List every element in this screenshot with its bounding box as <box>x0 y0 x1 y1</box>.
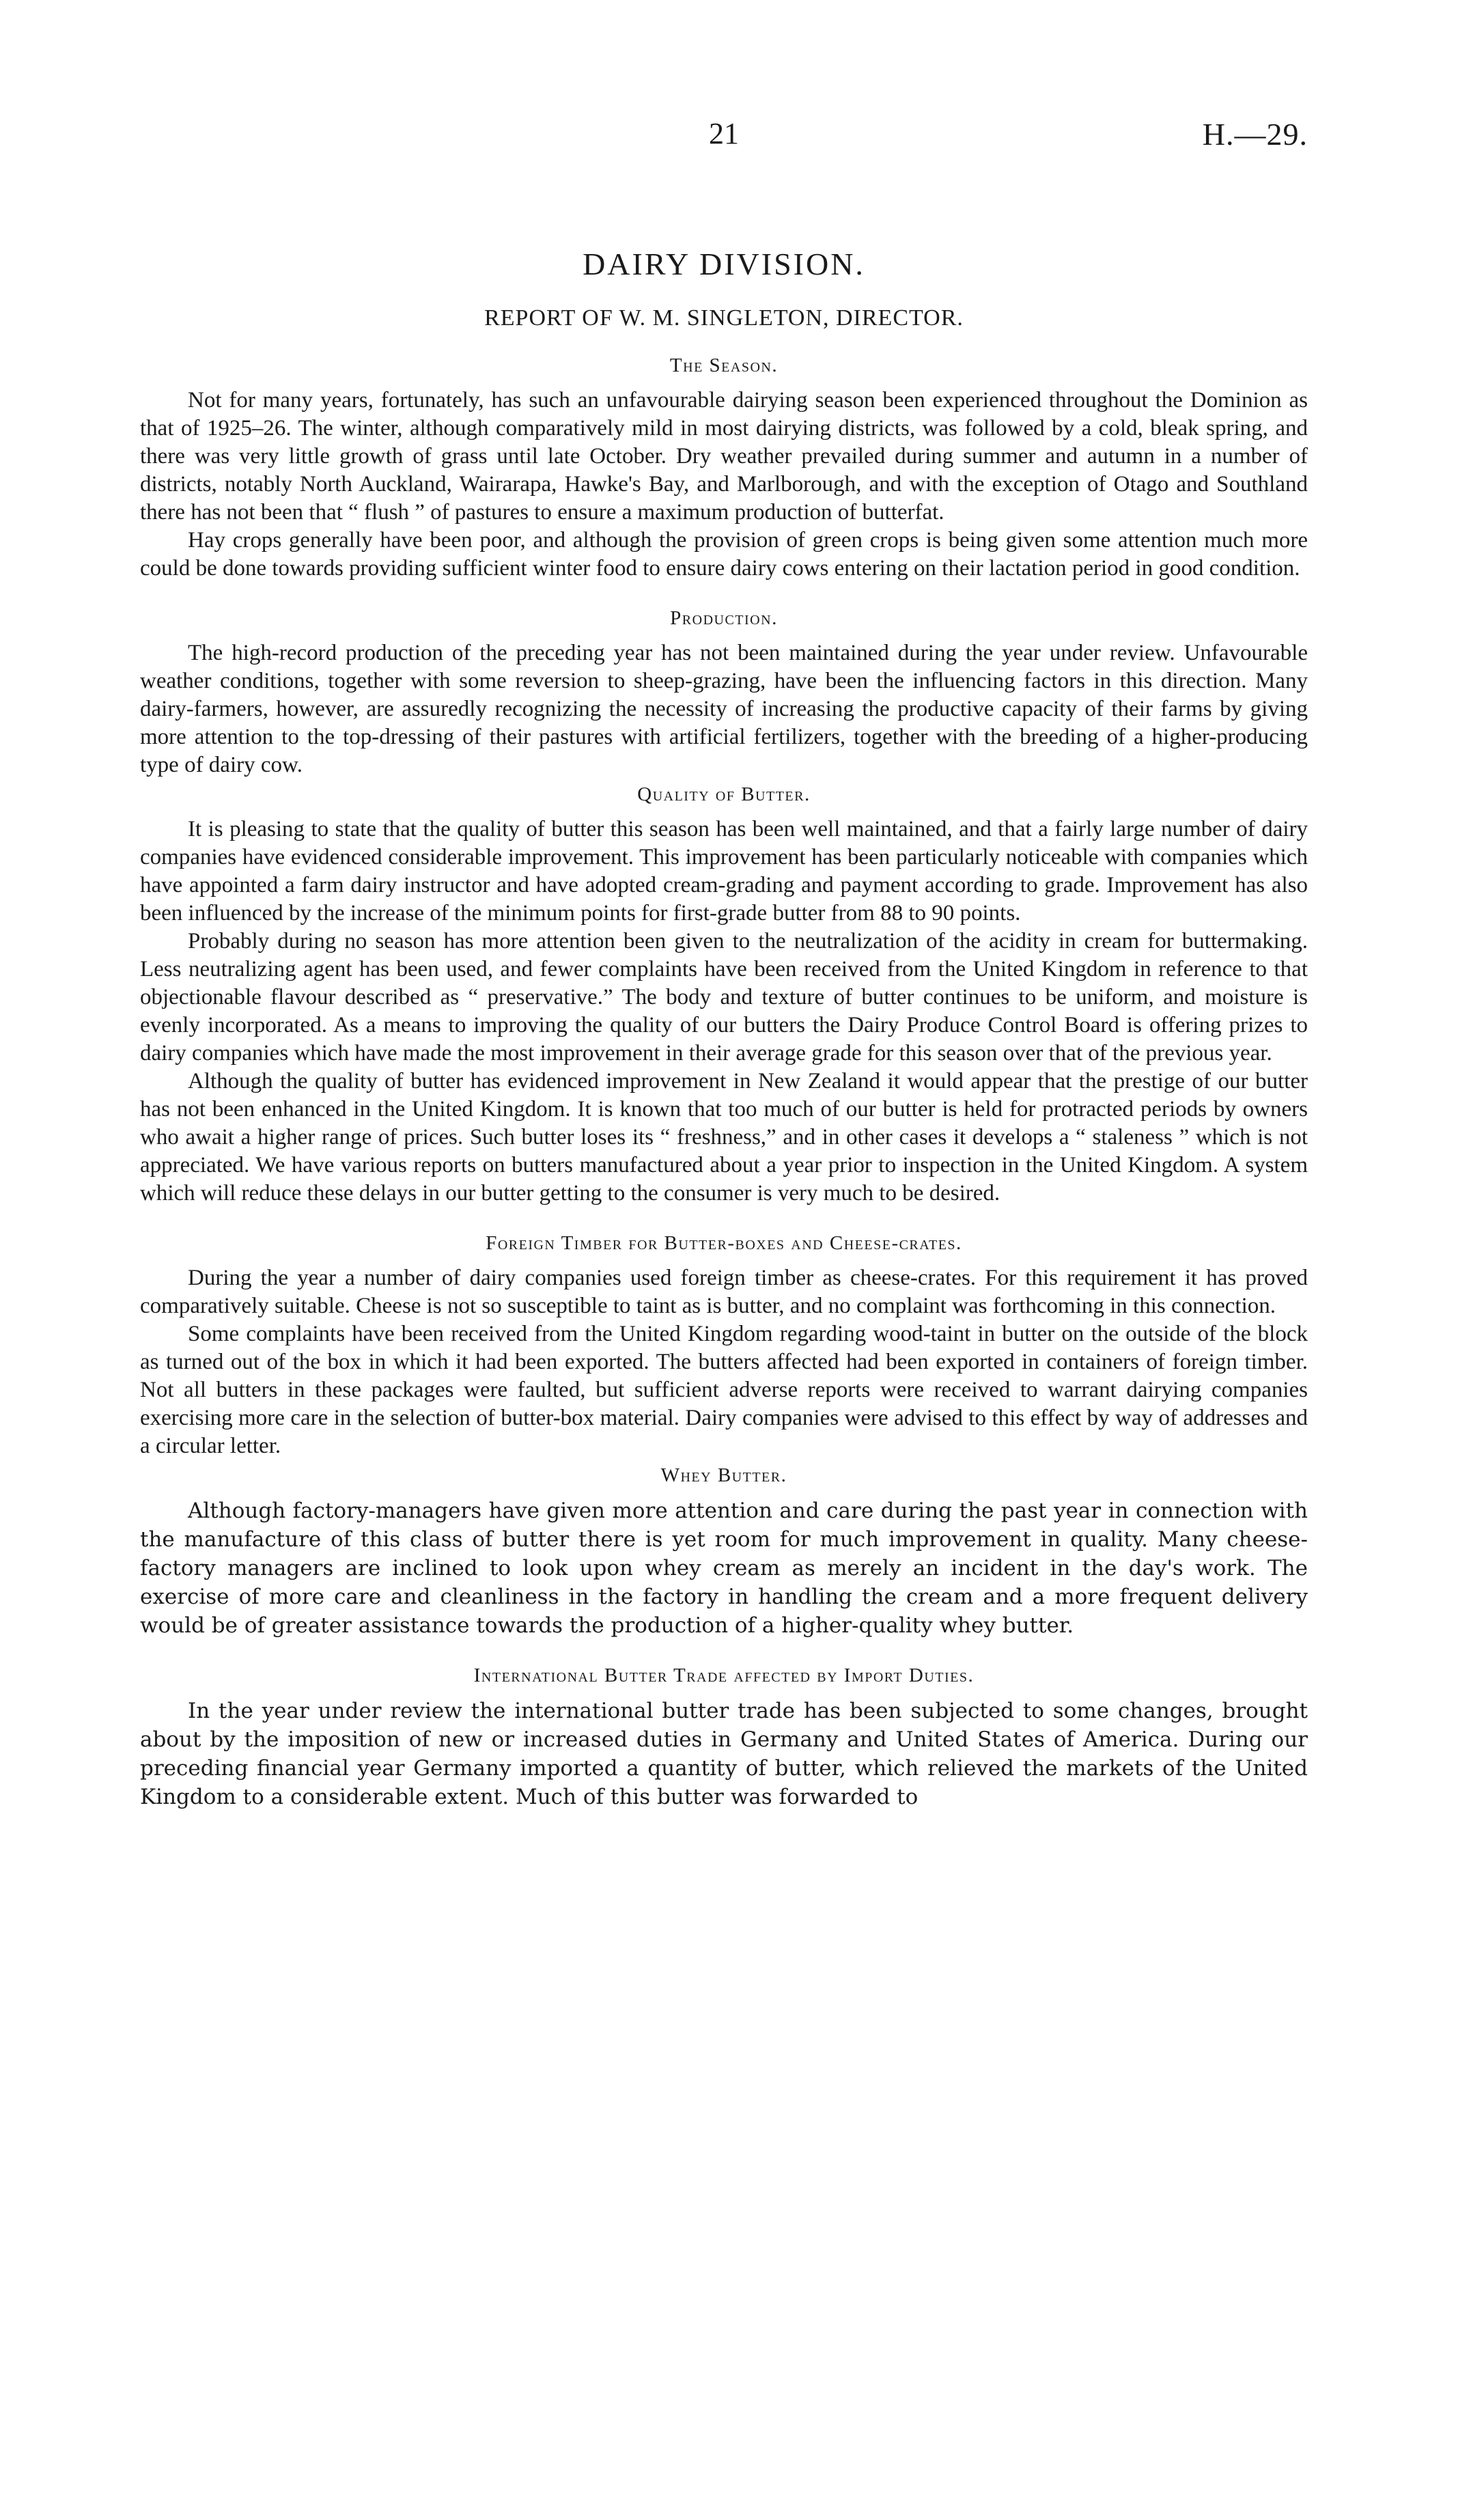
section-heading-quality-of-butter: Quality of Butter. <box>637 783 811 805</box>
document-reference: H.—29. <box>1202 117 1308 152</box>
paragraph-whey-1: Although factory-managers have given more attention and care during the past year in connection with the manufacture of this class of butter there is yet room for much improvement in quality. Many cheese-factory managers are inclined to look upon whey cream as merely an incident in the day's work. The exercise of more care and cleanliness in the factory in handling the cream and a more frequent delivery would be of greater assistance towards the production of a higher-quality whey butter. <box>140 1499 1308 1638</box>
paragraph-season-1: Not for many years, fortunately, has such an unfavourable dairying season been experienced throughout the Dominion as that of 1925–26. The winter, although comparatively mild in most dairying districts, was followed by a cold, bleak spring, and there was very little growth of grass until late October. Dry weather prevailed during summer and autumn in a number of districts, notably North Auckland, Wairarapa, Hawke's Bay, and Marlborough, and with the exception of Otago and Southland there has not been that “ flush ” of pastures to ensure a maximum production of butterfat. <box>140 388 1308 525</box>
paragraph-production-1: The high-record production of the preceding year has not been maintained during the year under review. Unfavourable weather conditions, together with some reversion to sheep-grazing, have been the influencing factors in this direction. Many dairy-farmers, however, are assuredly recognizing the necessity of increasing the productive capacity of their farms by giving more attention to the top-dressing of their pastures with artificial fertilizers, together with the breeding of a higher-producing type of dairy cow. <box>140 641 1308 777</box>
section-heading-international-trade: International Butter Trade affected by Import Duties. <box>473 1665 975 1686</box>
paragraph-timber-1: During the year a number of dairy companies used foreign timber as cheese-crates. For this requirement it has proved comparatively suitable. Cheese is not so susceptible to taint as is butter, and no complaint was forthcoming in this connection. <box>140 1266 1308 1318</box>
paragraph-international-1: In the year under review the international butter trade has been subjected to some changes, brought about by the imposition of new or increased duties in Germany and United States of America. During our preceding financial year Germany imported a quantity of butter, which relieved the markets of the United Kingdom to a considerable extent. Much of this butter was forwarded to <box>140 1699 1308 1809</box>
paragraph-timber-2: Some complaints have been received from the United Kingdom regarding wood-taint in butter on the outside of the block as turned out of the box in which it had been exported. The butters affected had been exported in containers of foreign timber. Not all butters in these packages were faulted, but sufficient adverse reports were received to warrant dairying companies exercising more care in the selection of butter-box material. Dairy companies were advised to this effect by way of addresses and a circular letter. <box>140 1322 1308 1458</box>
paragraph-quality-3: Although the quality of butter has evidenced improvement in New Zealand it would appear that the prestige of our butter has not been enhanced in the United Kingdom. It is known that too much of our butter is held for protracted periods by owners who await a higher range of prices. Such butter loses its “ freshness,” and in other cases it develops a “ staleness ” which is not appreciated. We have various reports on butters manufactured about a year prior to inspection in the United Kingdom. A system which will reduce these delays in our butter getting to the consumer is very much to be desired. <box>140 1069 1308 1206</box>
report-title: REPORT OF W. M. SINGLETON, DIRECTOR. <box>484 305 964 331</box>
document-page <box>140 116 1308 1811</box>
section-heading-production: Production. <box>670 607 778 629</box>
section-heading-foreign-timber: Foreign Timber for Butter-boxes and Cheese-crates. <box>486 1232 962 1254</box>
page-number: 21 <box>709 117 739 150</box>
paragraph-quality-1: It is pleasing to state that the quality of butter this season has been well maintained, and that a fairly large number of dairy companies have evidenced considerable improvement. This improvement has been particularly noticeable with companies which have appointed a farm dairy instructor and have adopted cream-grading and payment according to grade. Improvement has also been influenced by the increase of the minimum points for first-grade butter from 88 to 90 points. <box>140 817 1308 925</box>
section-heading-the-season: The Season. <box>669 354 779 376</box>
running-header <box>140 116 1308 164</box>
paragraph-season-2: Hay crops generally have been poor, and although the provision of green crops is being given some attention much more could be done towards providing sufficient winter food to ensure dairy cows entering on their lactation period in good condition. <box>140 528 1308 581</box>
section-heading-whey-butter: Whey Butter. <box>660 1464 787 1486</box>
paragraph-quality-2: Probably during no season has more attention been given to the neutralization of the acidity in cream for buttermaking. Less neutralizing agent has been used, and fewer complaints have been received from the United Kingdom in reference to that objectionable flavour described as “ preservative.” The body and texture of butter continues to be uniform, and moisture is evenly incorporated. As a means to improving the quality of our butters the Dairy Produce Control Board is offering prizes to dairy companies which have made the most improvement in their average grade for this season over that of the previous year. <box>140 929 1308 1066</box>
division-title: DAIRY DIVISION. <box>583 247 865 281</box>
